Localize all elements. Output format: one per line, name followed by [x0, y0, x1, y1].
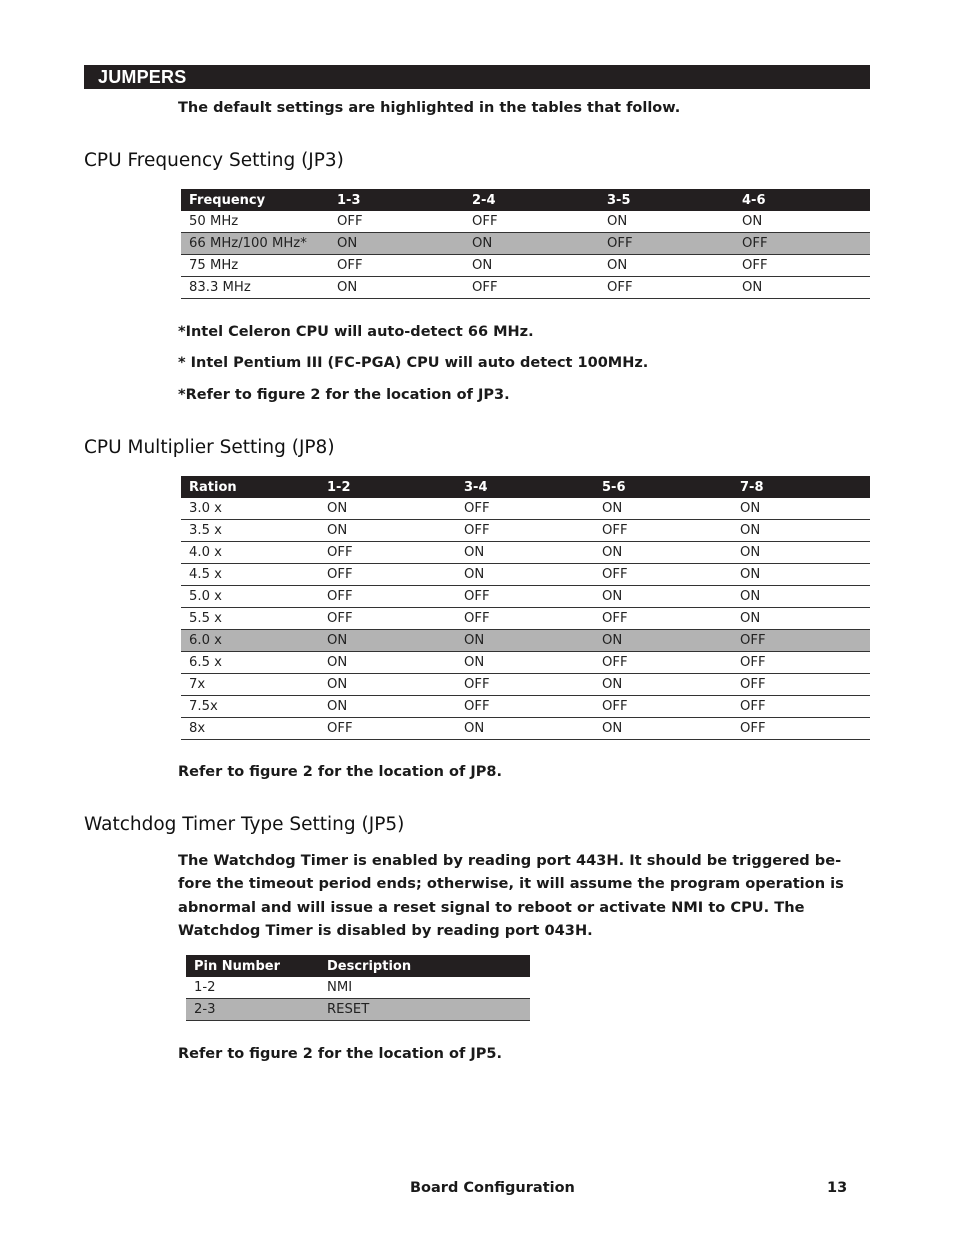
table-cell: OFF: [732, 674, 870, 696]
table-cell: ON: [464, 255, 599, 277]
table-cell: OFF: [594, 608, 732, 630]
table-cell: 75 MHz: [181, 255, 329, 277]
table-cell: ON: [319, 652, 456, 674]
jp5-header-cell: Description: [319, 955, 530, 977]
table-cell: OFF: [599, 277, 734, 299]
table-row: [181, 696, 870, 718]
table-cell: ON: [319, 630, 456, 652]
table-cell: OFF: [319, 718, 456, 740]
jp3-note-location: *Refer to figure 2 for the location of JP3.: [178, 387, 510, 403]
table-cell: ON: [734, 277, 870, 299]
table-cell: NMI: [319, 977, 530, 999]
table-cell: OFF: [594, 564, 732, 586]
table-cell: OFF: [329, 211, 464, 233]
table-cell: ON: [594, 586, 732, 608]
table-cell: ON: [456, 718, 594, 740]
jp8-header-cell: Ration: [181, 476, 319, 498]
table-cell: 5.5 x: [181, 608, 319, 630]
table-cell: OFF: [319, 542, 456, 564]
table-cell: OFF: [456, 520, 594, 542]
table-cell: ON: [456, 564, 594, 586]
table-row: [181, 255, 870, 277]
intro-note: The default settings are highlighted in the tables that follow.: [178, 100, 681, 116]
table-cell: OFF: [456, 674, 594, 696]
table-cell: 66 MHz/100 MHz*: [181, 233, 329, 255]
jp3-header-cell: Frequency: [181, 189, 329, 211]
table-cell: OFF: [319, 586, 456, 608]
table-cell: ON: [319, 520, 456, 542]
table-cell: OFF: [599, 233, 734, 255]
table-cell: ON: [594, 718, 732, 740]
jp5-note-location: Refer to figure 2 for the location of JP5.: [178, 1046, 502, 1062]
table-cell: OFF: [456, 586, 594, 608]
table-row: [181, 608, 870, 630]
jp5-header-cell: Pin Number: [186, 955, 319, 977]
jp8-table: [181, 476, 870, 740]
table-cell: OFF: [732, 630, 870, 652]
jp8-header-cell: 1-2: [319, 476, 456, 498]
table-row: [181, 542, 870, 564]
table-cell: OFF: [732, 718, 870, 740]
table-cell: ON: [464, 233, 599, 255]
table-cell: ON: [594, 674, 732, 696]
jp3-header-cell: 1-3: [329, 189, 464, 211]
jp3-header-cell: 3-5: [599, 189, 734, 211]
table-cell: 50 MHz: [181, 211, 329, 233]
jp3-heading: CPU Frequency Setting (JP3): [84, 150, 344, 171]
jp8-header-row: [181, 476, 870, 498]
jp3-header-cell: 2-4: [464, 189, 599, 211]
table-cell: 1-2: [186, 977, 319, 999]
table-row: [181, 586, 870, 608]
table-cell: ON: [732, 542, 870, 564]
table-cell: ON: [456, 630, 594, 652]
section-banner: JUMPERS: [84, 65, 870, 89]
footer-page-number: 13: [827, 1180, 848, 1196]
table-cell: 2-3: [186, 999, 319, 1021]
table-cell: ON: [329, 277, 464, 299]
table-cell: ON: [456, 542, 594, 564]
table-cell: OFF: [464, 277, 599, 299]
table-cell: OFF: [329, 255, 464, 277]
table-cell: ON: [319, 498, 456, 520]
table-cell: OFF: [594, 696, 732, 718]
footer-section-name: Board Configuration: [410, 1180, 575, 1196]
jp8-note-location: Refer to figure 2 for the location of JP8.: [178, 764, 502, 780]
table-cell: ON: [732, 498, 870, 520]
table-cell: OFF: [456, 696, 594, 718]
table-row: [181, 718, 870, 740]
table-cell: OFF: [734, 255, 870, 277]
table-row: [181, 498, 870, 520]
table-cell: OFF: [319, 608, 456, 630]
table-cell: ON: [732, 564, 870, 586]
jp3-header-row: [181, 189, 870, 211]
table-cell: 6.0 x: [181, 630, 319, 652]
jp5-description: The Watchdog Timer is enabled by reading port 443H. It should be triggered be-fore the timeout period ends; otherwise, it will assume the program operation is abnormal and will issue a reset signal to reboot or activate NMI to CPU. The Watchdog Timer is disabled by reading port 043H.: [178, 852, 844, 939]
jp5-heading: Watchdog Timer Type Setting (JP5): [84, 814, 405, 835]
table-cell: ON: [329, 233, 464, 255]
table-cell: 7x: [181, 674, 319, 696]
jp3-note-celeron: *Intel Celeron CPU will auto-detect 66 MHz.: [178, 324, 534, 340]
table-cell: ON: [732, 608, 870, 630]
table-row: [186, 999, 530, 1021]
table-cell: OFF: [594, 520, 732, 542]
table-cell: OFF: [464, 211, 599, 233]
table-cell: ON: [319, 674, 456, 696]
table-cell: ON: [734, 211, 870, 233]
table-row: [186, 977, 530, 999]
table-row: [181, 564, 870, 586]
table-cell: 5.0 x: [181, 586, 319, 608]
jp3-header-cell: 4-6: [734, 189, 870, 211]
table-cell: ON: [594, 498, 732, 520]
table-cell: ON: [456, 652, 594, 674]
table-cell: ON: [599, 255, 734, 277]
table-cell: OFF: [732, 652, 870, 674]
table-cell: ON: [594, 630, 732, 652]
table-cell: 83.3 MHz: [181, 277, 329, 299]
table-cell: ON: [319, 696, 456, 718]
table-cell: OFF: [732, 696, 870, 718]
table-row: [181, 520, 870, 542]
table-row: [181, 630, 870, 652]
table-cell: ON: [599, 211, 734, 233]
jp8-heading: CPU Multiplier Setting (JP8): [84, 437, 335, 458]
table-row: [181, 652, 870, 674]
table-cell: ON: [594, 542, 732, 564]
table-cell: 4.0 x: [181, 542, 319, 564]
jp8-header-cell: 7-8: [732, 476, 870, 498]
table-cell: OFF: [734, 233, 870, 255]
table-cell: 4.5 x: [181, 564, 319, 586]
jp3-table: [181, 189, 870, 299]
table-row: [181, 674, 870, 696]
table-cell: RESET: [319, 999, 530, 1021]
table-cell: OFF: [319, 564, 456, 586]
table-cell: ON: [732, 586, 870, 608]
jp8-header-cell: 5-6: [594, 476, 732, 498]
table-row: [181, 211, 870, 233]
table-cell: 8x: [181, 718, 319, 740]
table-cell: OFF: [456, 608, 594, 630]
table-cell: 3.5 x: [181, 520, 319, 542]
jp8-header-cell: 3-4: [456, 476, 594, 498]
jp3-note-pentium: * Intel Pentium III (FC-PGA) CPU will auto detect 100MHz.: [178, 355, 649, 371]
table-cell: 7.5x: [181, 696, 319, 718]
jp5-table: [186, 955, 530, 1021]
table-cell: 6.5 x: [181, 652, 319, 674]
jp5-header-row: [186, 955, 530, 977]
table-cell: OFF: [456, 498, 594, 520]
table-cell: ON: [732, 520, 870, 542]
table-cell: OFF: [594, 652, 732, 674]
table-row: [181, 277, 870, 299]
table-row: [181, 233, 870, 255]
table-cell: 3.0 x: [181, 498, 319, 520]
